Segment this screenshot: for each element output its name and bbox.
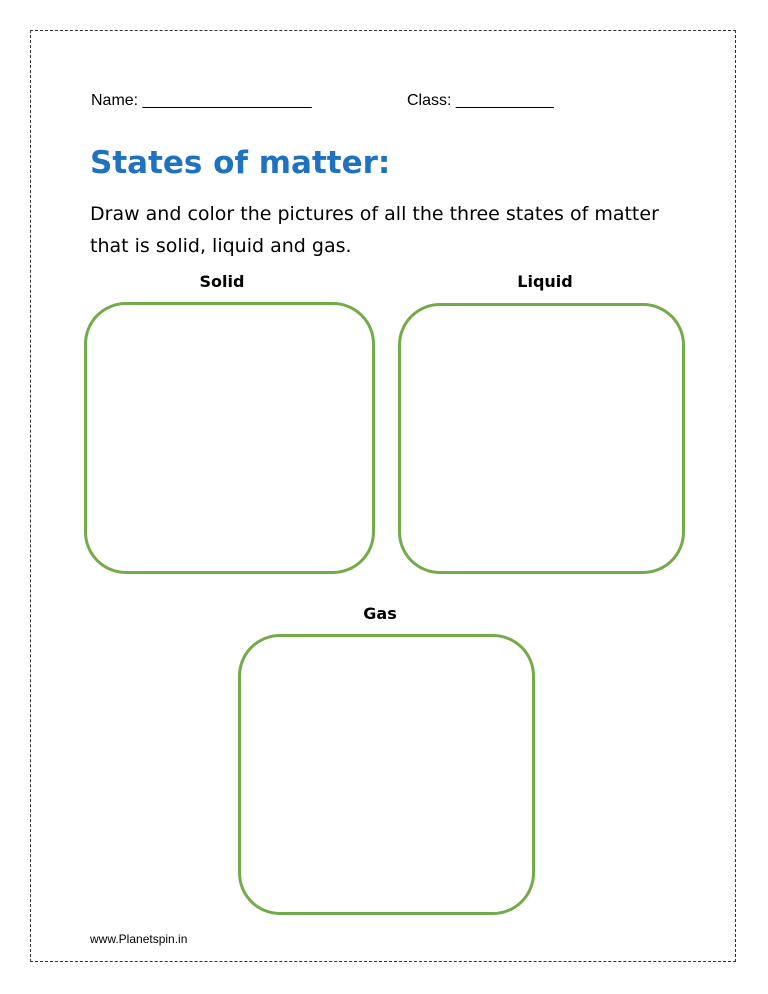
gas-label: Gas — [363, 604, 397, 623]
page-title: States of matter: — [90, 145, 391, 181]
name-field: Name: ___________________ — [91, 92, 312, 109]
solid-drawing-box — [84, 302, 375, 574]
class-field: Class: ___________ — [407, 92, 554, 109]
liquid-label: Liquid — [517, 272, 573, 291]
instructions-text: Draw and color the pictures of all the three states of matter that is solid, liquid and gas. — [90, 203, 659, 257]
gas-drawing-box — [238, 634, 535, 915]
solid-label: Solid — [199, 272, 245, 291]
liquid-drawing-box — [398, 303, 685, 574]
footer-website: www.Planetspin.in — [90, 932, 188, 946]
